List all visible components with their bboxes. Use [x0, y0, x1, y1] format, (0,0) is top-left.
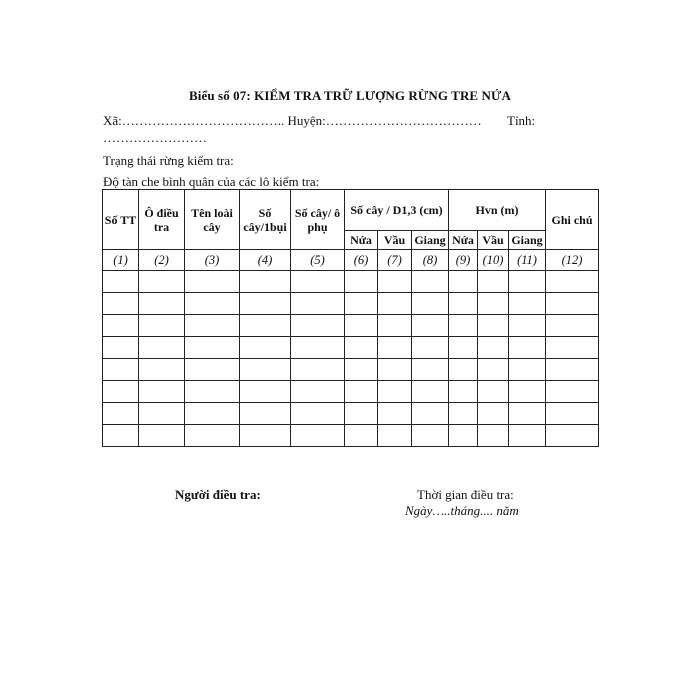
header-note: Ghi chú: [546, 190, 599, 250]
table-cell: [103, 381, 139, 403]
subheader-cell: Giang: [412, 231, 449, 250]
subheader-cell: Vầu: [478, 231, 509, 250]
commune-district-text: Xã:……………………………….. Huyện:………………………………: [103, 113, 482, 128]
table-cell: [185, 381, 240, 403]
table-cell: [139, 293, 185, 315]
table-cell: [478, 403, 509, 425]
table-cell: [185, 337, 240, 359]
table-cell: [449, 293, 478, 315]
column-number: (11): [509, 250, 546, 271]
column-number: (8): [412, 250, 449, 271]
table-cell: [478, 381, 509, 403]
subheader-cell: Nứa: [449, 231, 478, 250]
table-cell: [185, 293, 240, 315]
table-cell: [509, 315, 546, 337]
forest-state-line: Trạng thái rừng kiểm tra:: [103, 153, 234, 168]
header-row: [103, 190, 599, 231]
table-cell: [345, 381, 378, 403]
table-cell: [139, 359, 185, 381]
table-cell: [509, 381, 546, 403]
table-cell: [378, 271, 412, 293]
table-cell: [291, 271, 345, 293]
table-cell: [509, 271, 546, 293]
table-row: [103, 425, 599, 447]
table-cell: [291, 381, 345, 403]
column-number: (3): [185, 250, 240, 271]
table-row: [103, 403, 599, 425]
table-cell: [412, 271, 449, 293]
table-cell: [412, 403, 449, 425]
table-row: [103, 337, 599, 359]
table-cell: [291, 337, 345, 359]
column-number: (5): [291, 250, 345, 271]
table-cell: [185, 315, 240, 337]
table-cell: [412, 315, 449, 337]
table-cell: [103, 337, 139, 359]
table-cell: [291, 293, 345, 315]
table-cell: [412, 293, 449, 315]
table-cell: [478, 425, 509, 447]
province-label: Tỉnh:: [507, 113, 536, 128]
table-cell: [412, 425, 449, 447]
column-number: (6): [345, 250, 378, 271]
table-cell: [240, 381, 291, 403]
header-species: Tên loài cây: [185, 190, 240, 250]
table-cell: [546, 359, 599, 381]
table-cell: [412, 359, 449, 381]
table-cell: [509, 359, 546, 381]
table-cell: [412, 337, 449, 359]
table-cell: [546, 381, 599, 403]
header-d13-group: Số cây / D1,3 (cm): [345, 190, 449, 231]
table-cell: [449, 403, 478, 425]
table-cell: [509, 337, 546, 359]
column-number: (10): [478, 250, 509, 271]
header-plot: Ô điều tra: [139, 190, 185, 250]
table-cell: [449, 315, 478, 337]
table-cell: [185, 425, 240, 447]
table-cell: [345, 425, 378, 447]
table-cell: [139, 315, 185, 337]
table-cell: [291, 315, 345, 337]
table-cell: [240, 425, 291, 447]
canopy-line: Độ tàn che bình quân của các lô kiểm tra:: [103, 174, 320, 189]
table-cell: [546, 271, 599, 293]
table-cell: [139, 337, 185, 359]
table-cell: [509, 403, 546, 425]
table-cell: [546, 315, 599, 337]
table-cell: [240, 315, 291, 337]
table-cell: [412, 381, 449, 403]
table-cell: [378, 381, 412, 403]
table-cell: [103, 315, 139, 337]
table-cell: [546, 293, 599, 315]
table-cell: [449, 271, 478, 293]
column-number-row: [103, 250, 599, 271]
table-cell: [103, 359, 139, 381]
table-cell: [449, 337, 478, 359]
table-cell: [509, 425, 546, 447]
table-cell: [139, 425, 185, 447]
column-number: (7): [378, 250, 412, 271]
inventory-table: [102, 189, 599, 447]
table-cell: [449, 359, 478, 381]
column-number: (9): [449, 250, 478, 271]
subheader-cell: Vầu: [378, 231, 412, 250]
table-cell: [139, 381, 185, 403]
table-cell: [546, 403, 599, 425]
header-trees-per-clump: Số cây/1bụi: [240, 190, 291, 250]
table-row: [103, 381, 599, 403]
column-number: (12): [546, 250, 599, 271]
table-cell: [546, 425, 599, 447]
table-cell: [378, 293, 412, 315]
table-cell: [345, 315, 378, 337]
table-cell: [103, 293, 139, 315]
survey-time-label: Thời gian điều tra:: [417, 487, 514, 502]
table-cell: [478, 315, 509, 337]
table-cell: [345, 293, 378, 315]
table-cell: [240, 403, 291, 425]
column-number: (1): [103, 250, 139, 271]
table-cell: [139, 271, 185, 293]
table-cell: [103, 271, 139, 293]
table-row: [103, 359, 599, 381]
table-cell: [139, 403, 185, 425]
commune-district-line: [103, 113, 536, 129]
table-cell: [378, 315, 412, 337]
table-cell: [345, 271, 378, 293]
table-cell: [240, 359, 291, 381]
column-number: (4): [240, 250, 291, 271]
table-cell: [185, 403, 240, 425]
table-cell: [378, 337, 412, 359]
table-cell: [378, 359, 412, 381]
table-cell: [478, 293, 509, 315]
table-cell: [185, 359, 240, 381]
table-cell: [345, 359, 378, 381]
table-row: [103, 315, 599, 337]
form-title: Biểu số 07: KIỂM TRA TRỮ LƯỢNG RỪNG TRE NỨA: [189, 88, 511, 103]
table-cell: [378, 403, 412, 425]
table-cell: [291, 425, 345, 447]
subheader-cell: Nứa: [345, 231, 378, 250]
table-cell: [345, 403, 378, 425]
table-cell: [345, 337, 378, 359]
table-cell: [291, 403, 345, 425]
date-line: Ngày…..tháng.... năm: [405, 503, 519, 518]
table-cell: [478, 337, 509, 359]
table-cell: [240, 293, 291, 315]
table-row: [103, 293, 599, 315]
table-cell: [240, 337, 291, 359]
table-cell: [103, 425, 139, 447]
column-number: (2): [139, 250, 185, 271]
table-cell: [478, 271, 509, 293]
table-row: [103, 271, 599, 293]
table-cell: [509, 293, 546, 315]
table-cell: [291, 359, 345, 381]
table-cell: [449, 381, 478, 403]
subheader-cell: Giang: [509, 231, 546, 250]
table-cell: [103, 403, 139, 425]
header-hvn-group: Hvn (m): [449, 190, 546, 231]
header-trees-per-plot: Số cây/ ô phụ: [291, 190, 345, 250]
table-cell: [185, 271, 240, 293]
province-dots-line: ……………………: [103, 130, 207, 145]
table-cell: [546, 337, 599, 359]
table-cell: [478, 359, 509, 381]
table-cell: [449, 425, 478, 447]
header-stt: Số TT: [103, 190, 139, 250]
table-cell: [378, 425, 412, 447]
table-body: [103, 271, 599, 447]
table-cell: [240, 271, 291, 293]
surveyor-label: Người điều tra:: [175, 487, 261, 502]
